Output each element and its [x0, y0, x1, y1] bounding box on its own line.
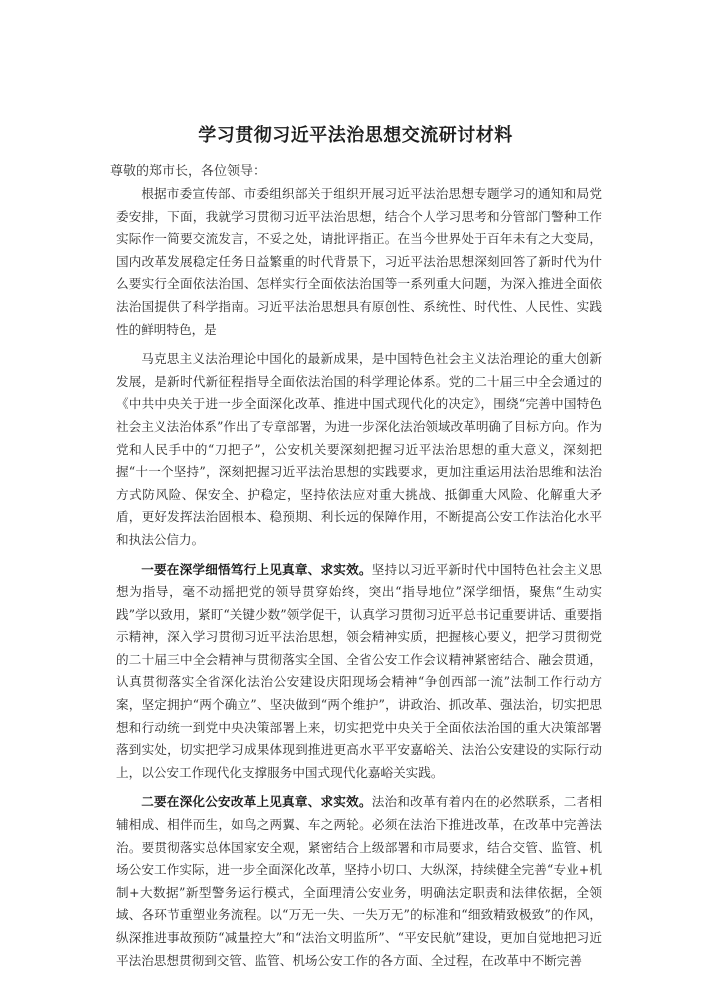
document-body [116, 183, 602, 972]
paragraph-lead: 二要在深化公安改革上见真章、求实效。 [141, 794, 372, 810]
document-title: 学习贯彻习近平法治思想交流研讨材料 [198, 125, 513, 146]
paragraph-lead: 一要在深学细悟笃行上见真章、求实效。 [141, 561, 372, 577]
paragraph-text: 马克思主义法治理论中国化的最新成果，是中国特色社会主义法治理论的重大创新发展，是新时代新征程指导全面依法治国的科学理论体系。党的二十届三中全会通过的《中共中央关于进一步全面深化改革、推进中国式现代化的决定》，围绕“完善中国特色社会主义法治体系”作出了专章部署，为进一步深化法治领域改革明确了目标方向。作为党和人民手中的“刀把子”，公安机关要深刻把握习近平法治思想的重大意义，深刻把握“十一个坚持”，深刻把握习近平法治思想的实践要求，更加注重运用法治思维和法治方式防风险、保安全、护稳定，坚持依法应对重大挑战、抵御重大风险、化解重大矛盾，更好发挥法治固根本、稳预期、利长远的保障作用，不断提高公安工作法治化水平和执法公信力。 [116, 351, 602, 547]
paragraph-text: 坚持以习近平新时代中国特色社会主义思想为指导，毫不动摇把党的领导贯穿始终，突出“指导地位”深学细悟，聚焦“生动实践”学以致用，紧盯“关键少数”领学促干，认真学习贯彻习近平总书记重要讲话、重要指示精神，深入学习贯彻习近平法治思想，领会精神实质，把握核心要义，把学习贯彻党的二十届三中全会精神与贯彻落实全国、全省公安工作会议精神紧密结合、融会贯通，认真贯彻落实全省深化法治公安建设庆阳现场会精神“争创西部一流”法制工作行动方案，坚定拥护“两个确立”、坚决做到“两个维护”，讲政治、抓改革、强法治，切实把思想和行动统一到党中央决策部署上来，切实把党中央关于全面依法治国的重大决策部署落到实处，切实把学习成果体现到推进更高水平平安嘉峪关、法治公安建设的实际行动上，以公安工作现代化支撑服务中国式现代化嘉峪关实践。 [116, 561, 603, 780]
paragraph-point-one [116, 559, 602, 785]
paragraph-text: 法治和改革有着内在的必然联系，二者相辅相成、相伴而生，如鸟之两翼、车之两轮。必须在法治下推进改革，在改革中完善法治。要贯彻落实总体国家安全观，紧密结合上级部署和市局要求，结合交管、监管、机场公安工作实际，进一步全面深化改革，坚持小切口、大纵深，持续健全完善“专业+机制+大数据”新型警务运行模式，全面理清公安业务，明确法定职责和法律依据，全领域、各环节重塑业务流程。以“万无一失、一失万无”的标准和“细致精致极致”的作风，纵深推进事故预防“减量控大”和“法治文明监所”、“平安民航”建设，更加自觉地把习近平法治思想贯彻到交管、监管、机场公安工作的各方面、全过程，在改革中不断完善 [116, 794, 603, 968]
paragraph-point-two [116, 791, 602, 972]
paragraph-significance [116, 348, 602, 551]
paragraph-text: 根据市委宣传部、市委组织部关于组织开展习近平法治思想专题学习的通知和局党委安排，下面，我就学习贯彻习近平法治思想，结合个人学习思考和分管部门警种工作实际作一简要交流发言，不妥之处，请批评指正。在当今世界处于百年未有之大变局，国内改革发展稳定任务日益繁重的时代背景下，习近平法治思想深刻回答了新时代为什么要实行全面依法治国、怎样实行全面依法治国等一系列重大问题，为深入推进全面依法治国提供了科学指南。习近平法治思想具有原创性、系统性、时代性、人民性、实践性的鲜明特色，是 [116, 186, 602, 337]
paragraph-intro [116, 183, 602, 341]
salutation: 尊敬的郑市长，各位领导： [110, 164, 267, 179]
